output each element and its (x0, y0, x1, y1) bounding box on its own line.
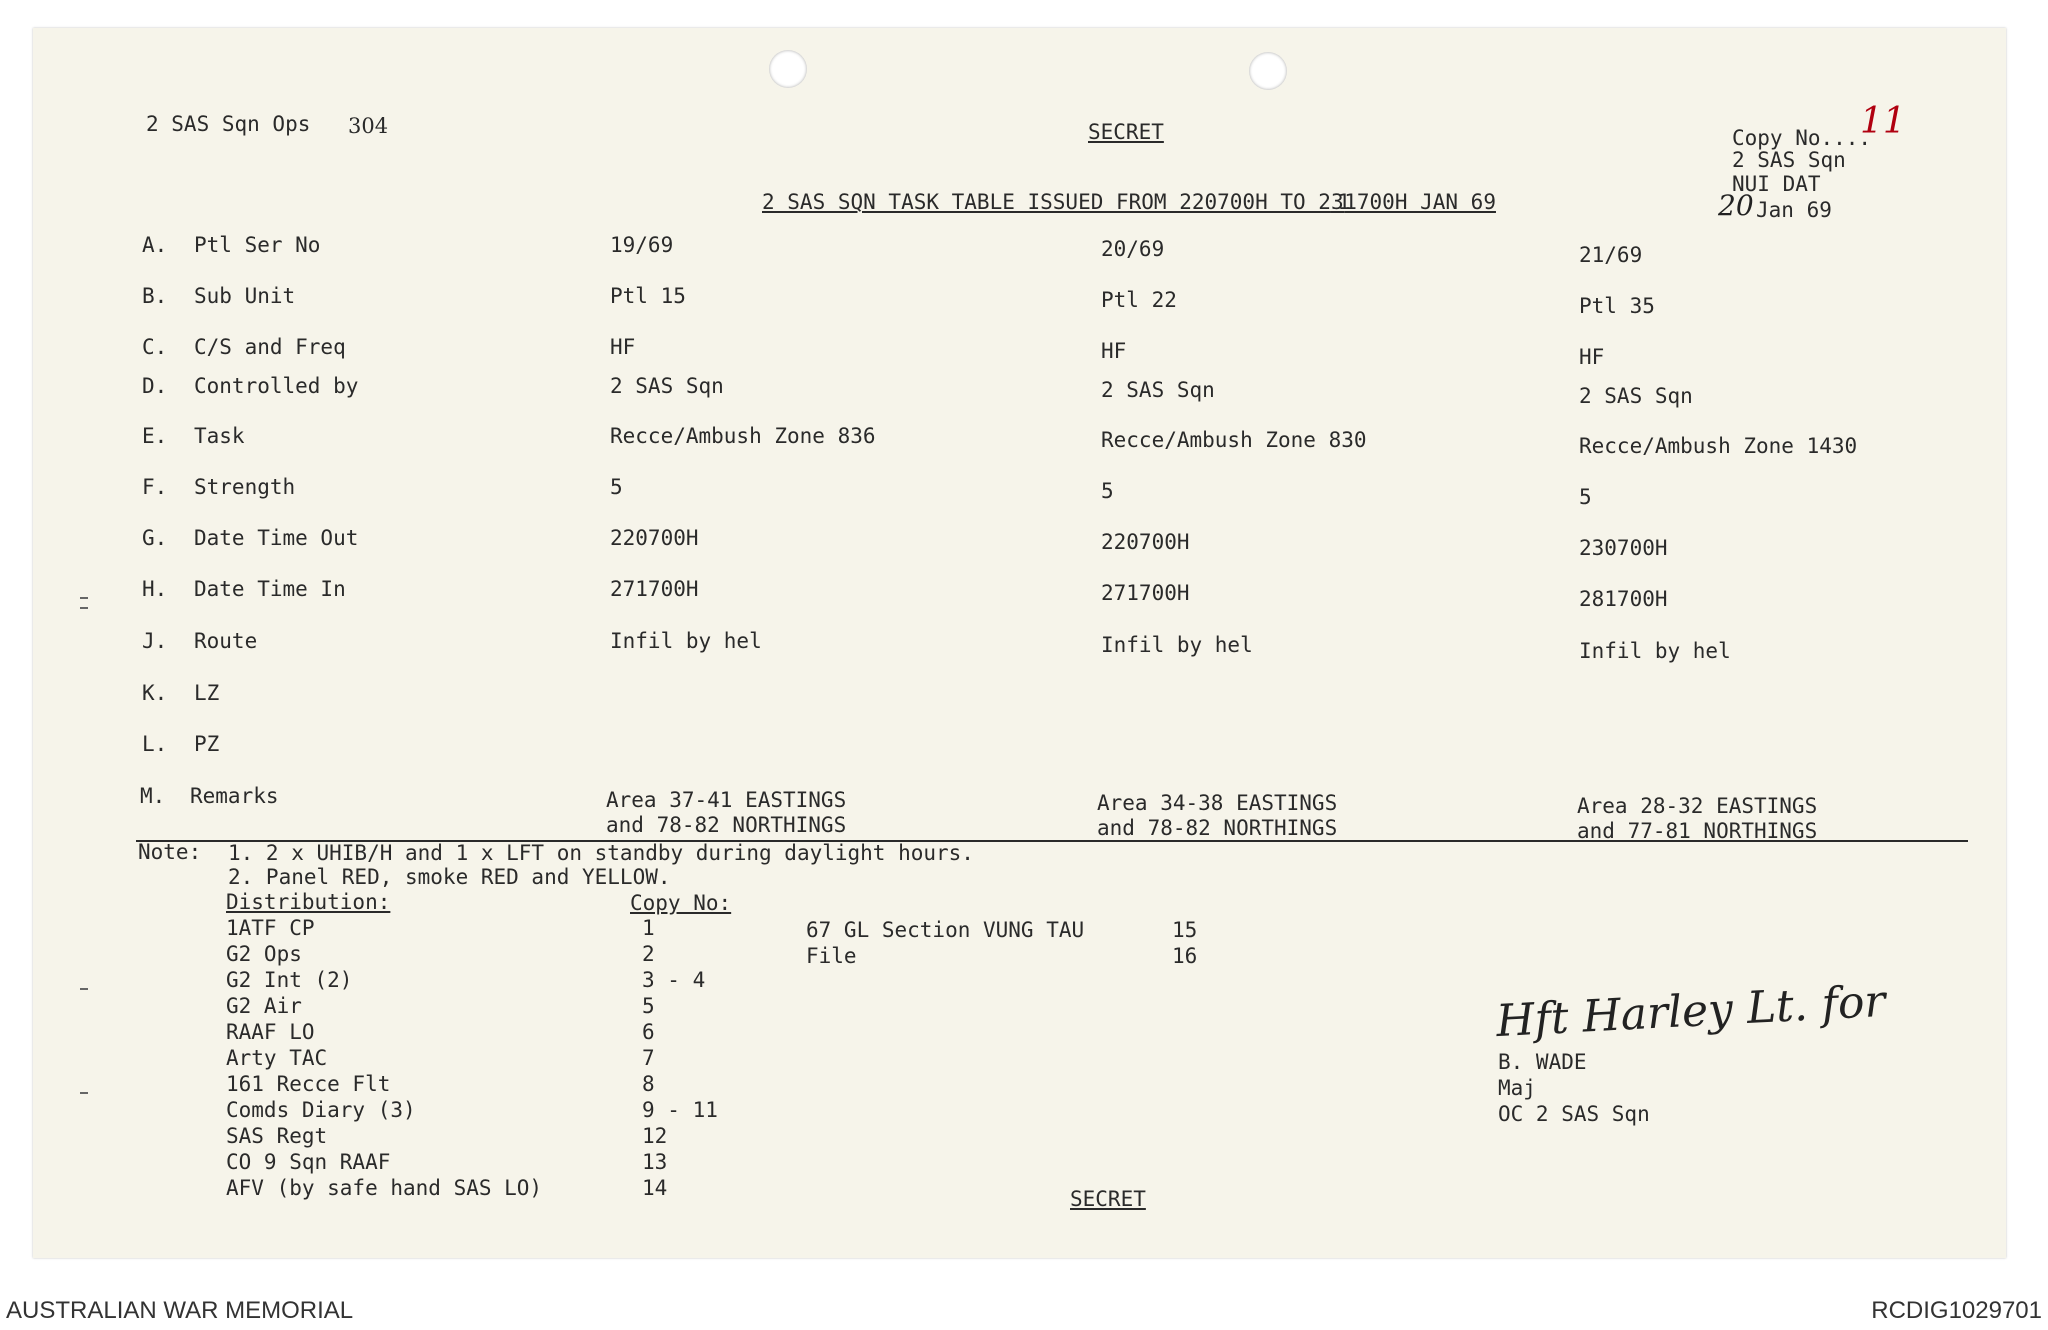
row-label: Date Time In (194, 577, 346, 601)
table-cell: 220700H (610, 526, 699, 550)
row-label: C/S and Freq (194, 335, 346, 359)
table-cell: 5 (1101, 479, 1114, 503)
table-cell: Recce/Ambush Zone 830 (1101, 428, 1367, 452)
row-letter: J. (142, 629, 168, 653)
title-start: 2 SAS SQN TASK TABLE ISSUED FROM 220700H TO 2 (762, 190, 1331, 214)
title-end: 1700H JAN 69 (1344, 190, 1496, 214)
row-label: PZ (194, 732, 220, 756)
remarks-cell: Area 37-41 EASTINGS (606, 788, 847, 812)
classification-top: SECRET (1088, 120, 1164, 144)
table-cell: Infil by hel (1579, 639, 1731, 663)
table-cell: 2 SAS Sqn (1101, 378, 1215, 402)
row-label: LZ (194, 681, 220, 705)
table-cell: Recce/Ambush Zone 1430 (1579, 434, 1858, 458)
date-day-handwritten: 20 (1718, 189, 1754, 222)
distribution-addressee: G2 Int (2) (226, 968, 353, 992)
row-letter: C. (142, 335, 168, 359)
table-cell: 5 (1579, 485, 1592, 509)
table-cell: HF (610, 335, 636, 359)
distribution-addressee: Comds Diary (3) (226, 1098, 416, 1122)
table-cell: 2 SAS Sqn (610, 374, 724, 398)
distribution-addressee: G2 Air (226, 994, 302, 1018)
distribution-copy: 2 (642, 942, 655, 966)
row-letter: E. (142, 424, 168, 448)
remarks-cell: Area 28-32 EASTINGS (1577, 794, 1818, 818)
remarks-cell: and 78-82 NORTHINGS (606, 813, 847, 837)
row-letter: F. (142, 475, 168, 499)
row-label: Remarks (190, 784, 279, 808)
distribution-addressee: RAAF LO (226, 1020, 315, 1044)
copy-label: Copy No.... (1732, 126, 1872, 150)
distribution-copy: 7 (642, 1046, 655, 1070)
signatory-appointment: OC 2 SAS Sqn (1498, 1102, 1650, 1126)
document-reference-number: 304 (348, 114, 389, 138)
table-cell: 230700H (1579, 536, 1668, 560)
copy-number-handwritten: 11 (1860, 101, 1906, 142)
row-letter: L. (142, 732, 168, 756)
distribution-addressee: 161 Recce Flt (226, 1072, 391, 1096)
title-overstrike: 31 (1330, 190, 1345, 214)
classification-bottom: SECRET (1070, 1187, 1146, 1211)
distribution-copy: 12 (642, 1124, 668, 1148)
table-cell: HF (1579, 345, 1605, 369)
distribution-copy: 3 - 4 (642, 968, 706, 992)
distribution-addressee: CO 9 Sqn RAAF (226, 1150, 391, 1174)
distribution-addressee: G2 Ops (226, 942, 302, 966)
row-label: Strength (194, 475, 296, 499)
row-letter: D. (142, 374, 168, 398)
row-letter: G. (142, 526, 168, 550)
note-item: 1. 2 x UHIB/H and 1 x LFT on standby during daylight hours. (228, 841, 974, 865)
issuing-unit: 2 SAS Sqn (1732, 148, 1846, 172)
signatory-rank: Maj (1498, 1076, 1536, 1100)
table-cell: Ptl 22 (1101, 288, 1177, 312)
table-cell: Infil by hel (1101, 633, 1253, 657)
distribution-copy: 5 (642, 994, 655, 1018)
distribution-copy: 1 (642, 916, 655, 940)
row-label: Task (194, 424, 245, 448)
distribution-copy: 9 - 11 (642, 1098, 718, 1122)
table-cell: 19/69 (610, 233, 674, 257)
table-cell: 21/69 (1579, 243, 1643, 267)
distribution-addressee: 1ATF CP (226, 916, 315, 940)
issue-date: Jan 69 (1756, 198, 1832, 222)
note-item: 2. Panel RED, smoke RED and YELLOW. (228, 865, 671, 889)
distribution-addressee: AFV (by safe hand SAS LO) (226, 1176, 543, 1200)
table-cell: 271700H (610, 577, 699, 601)
distribution-copy: 15 (1172, 918, 1198, 942)
remarks-cell: and 78-82 NORTHINGS (1097, 816, 1338, 840)
row-letter: A. (142, 233, 168, 257)
distribution-copy: 8 (642, 1072, 655, 1096)
archive-id: RCDIG1029701 (1871, 1297, 2042, 1324)
row-label: Ptl Ser No (194, 233, 321, 257)
margin-mark (80, 1092, 88, 1094)
margin-mark (80, 988, 88, 990)
table-cell: 281700H (1579, 587, 1668, 611)
note-label: Note: (138, 840, 202, 864)
table-cell: 5 (610, 475, 623, 499)
table-cell: Infil by hel (610, 629, 762, 653)
signature-handwritten: Hft Harley Lt. for (1494, 975, 1887, 1048)
document-title (762, 192, 1496, 213)
document-reference: 2 SAS Sqn Ops (146, 112, 311, 136)
table-cell: Ptl 35 (1579, 294, 1655, 318)
row-letter: K. (142, 681, 168, 705)
distribution-copy: 6 (642, 1020, 655, 1044)
distribution-addressee: Arty TAC (226, 1046, 328, 1070)
distribution-addressee: File (806, 944, 857, 968)
table-cell: Recce/Ambush Zone 836 (610, 424, 876, 448)
remarks-cell: and 77-81 NORTHINGS (1577, 819, 1818, 843)
distribution-copy: 13 (642, 1150, 668, 1174)
distribution-copy: 16 (1172, 944, 1198, 968)
row-letter: H. (142, 577, 168, 601)
row-letter: B. (142, 284, 168, 308)
table-cell: 2 SAS Sqn (1579, 384, 1693, 408)
table-cell: 220700H (1101, 530, 1190, 554)
row-label: Controlled by (194, 374, 359, 398)
row-label: Sub Unit (194, 284, 296, 308)
distribution-copy: 14 (642, 1176, 668, 1200)
punch-hole-left (769, 50, 807, 88)
punch-hole-right (1249, 52, 1287, 90)
table-cell: Ptl 15 (610, 284, 686, 308)
distribution-addressee: 67 GL Section VUNG TAU (806, 918, 1085, 942)
table-cell: 271700H (1101, 581, 1190, 605)
distribution-addressee: SAS Regt (226, 1124, 328, 1148)
distribution-heading: Distribution: (226, 890, 391, 914)
margin-mark (80, 607, 88, 609)
row-label: Route (194, 629, 258, 653)
row-label: Date Time Out (194, 526, 359, 550)
remarks-cell: Area 34-38 EASTINGS (1097, 791, 1338, 815)
signatory-name: B. WADE (1498, 1050, 1587, 1074)
row-letter: M. (140, 784, 166, 808)
table-cell: HF (1101, 339, 1127, 363)
copy-no-heading: Copy No: (630, 891, 732, 915)
table-cell: 20/69 (1101, 237, 1165, 261)
issuing-location: NUI DAT (1732, 172, 1821, 196)
archive-name: AUSTRALIAN WAR MEMORIAL (6, 1297, 354, 1324)
margin-mark (80, 597, 88, 599)
